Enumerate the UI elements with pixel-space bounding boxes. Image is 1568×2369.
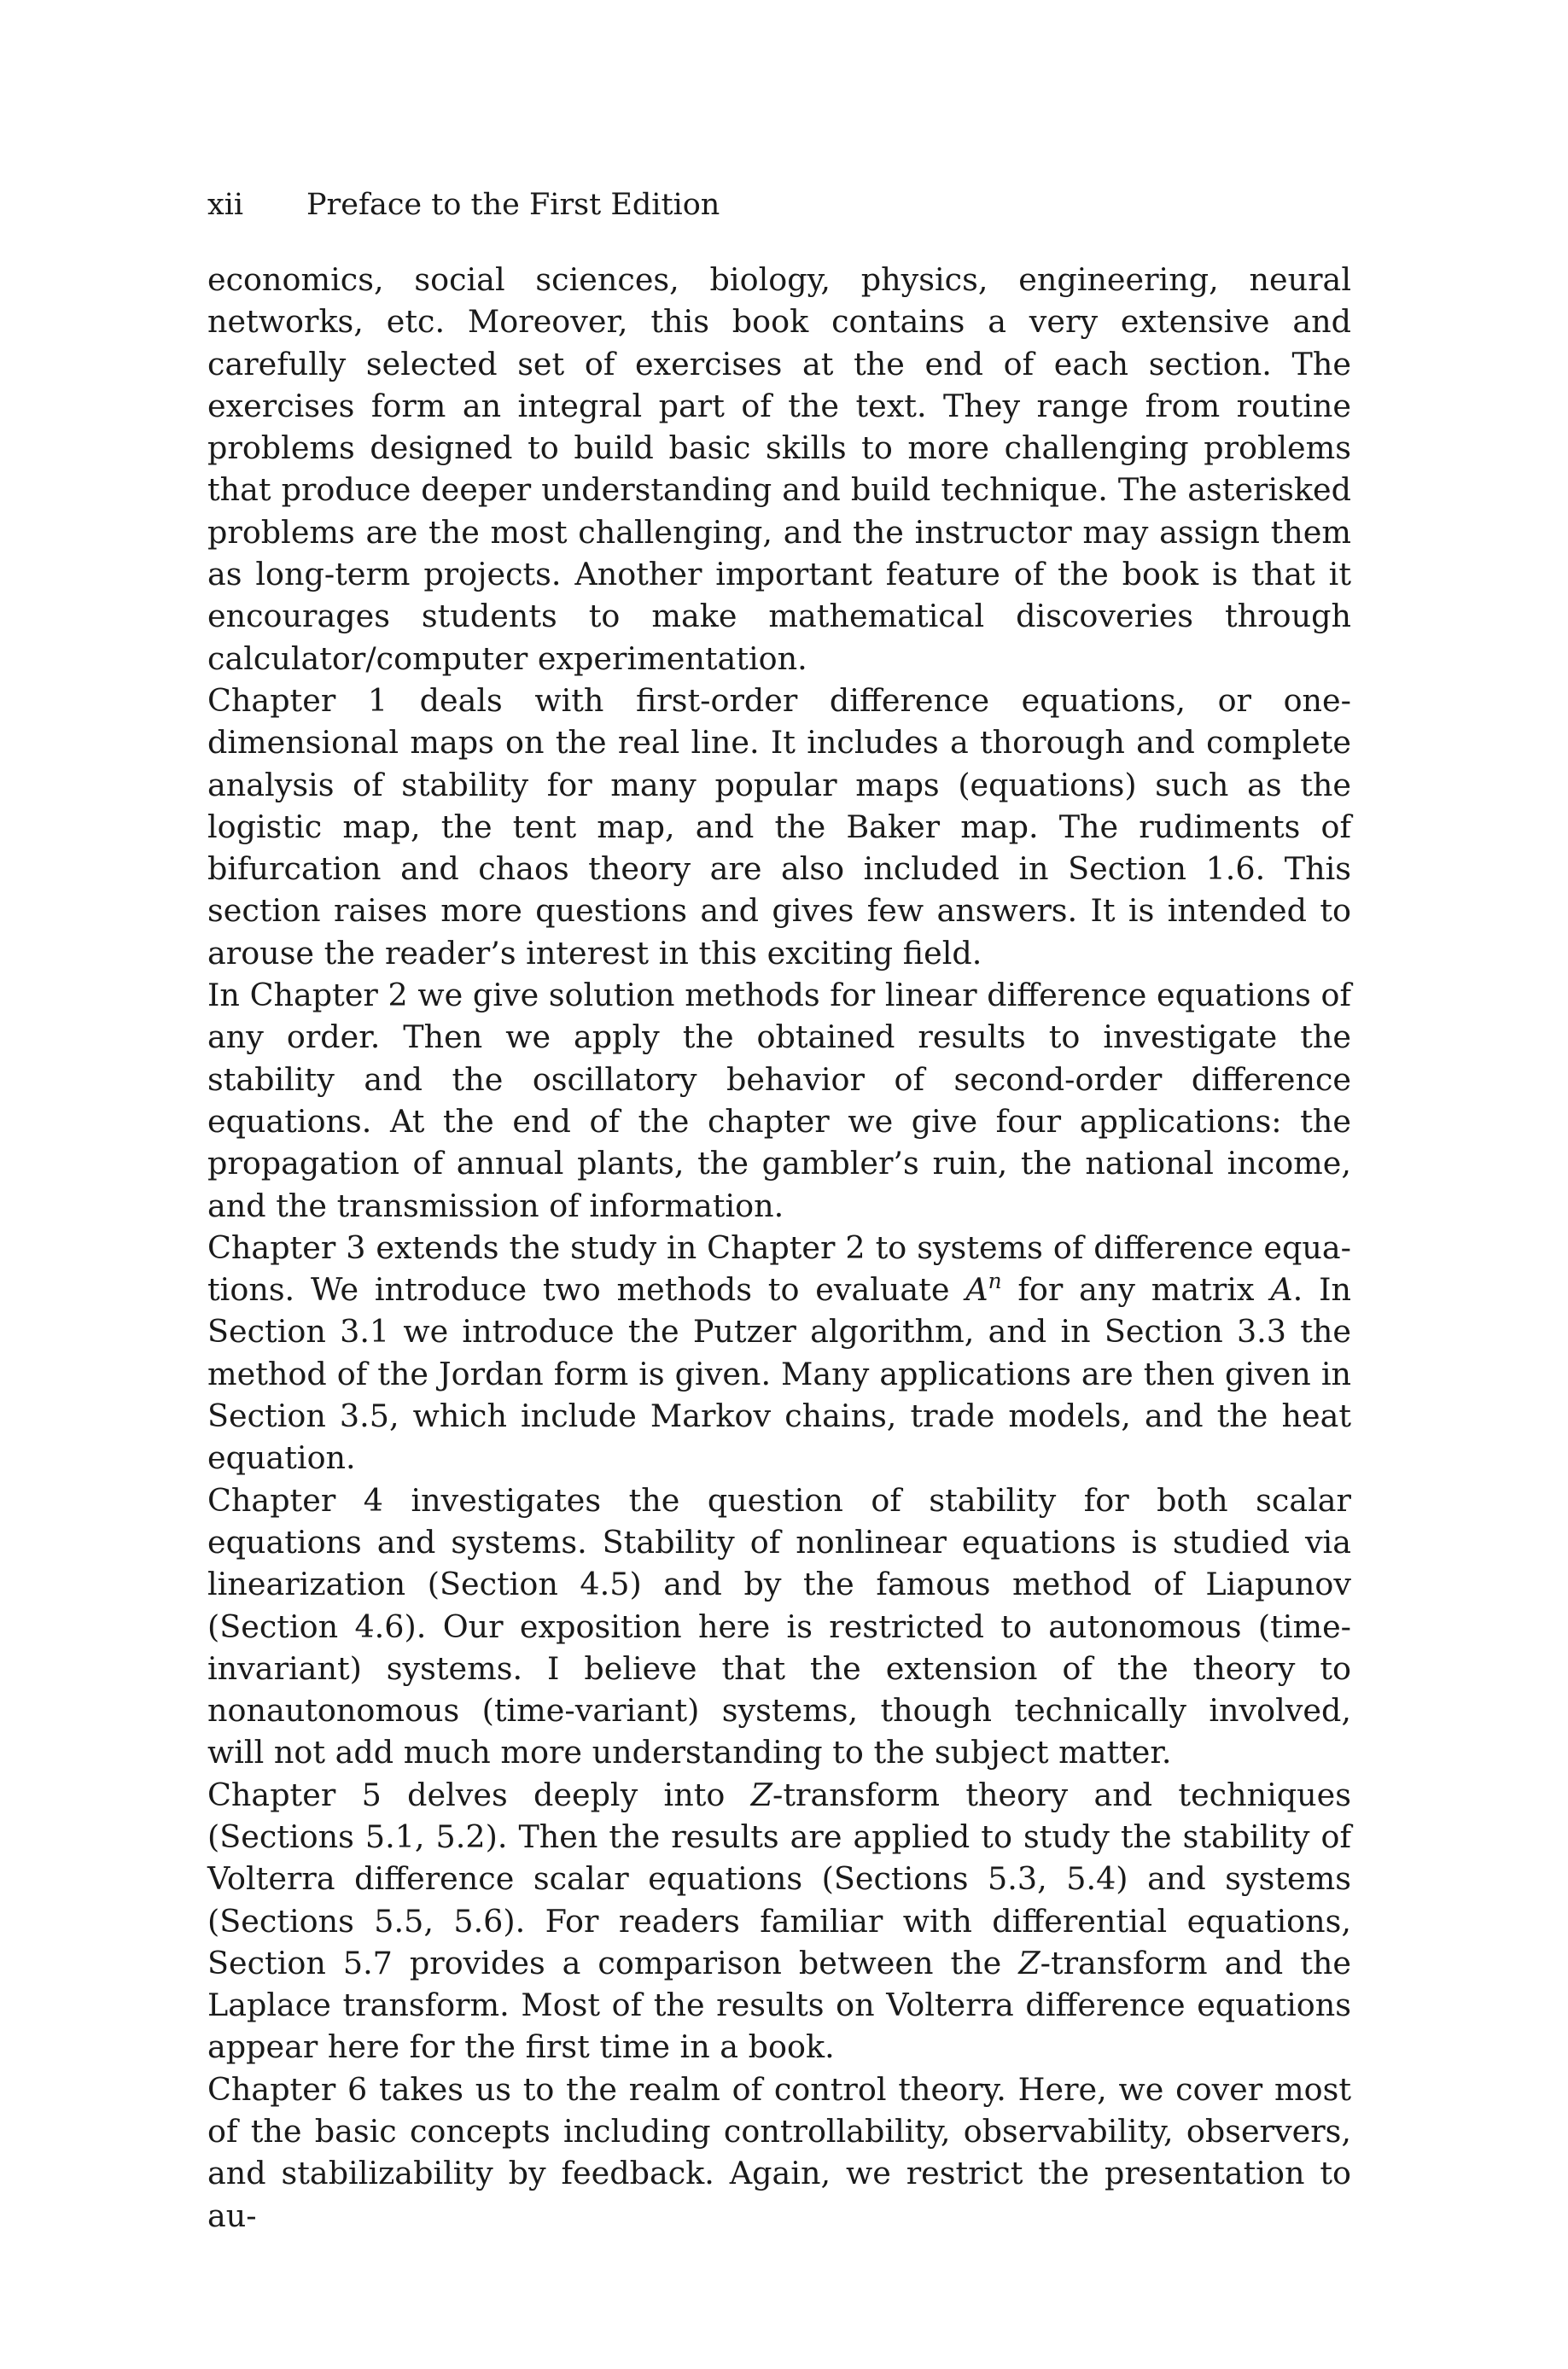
paragraph-chapter-5: Chapter 5 delves deeply into Z-transform theory and techniques (Sections 5.1, 5.2). Then the results are applied to study the stability of Volterra difference scalar equations (Sections 5.3, 5.4) and systems (Sections 5.5, 5.6). For readers familiar with differential equations, Section 5.7 provides a comparison between the Z-transform and the Laplace transform. Most of the results on Volterra difference equations appear here for the first time in a book. <box>207 1776 1352 2066</box>
paragraph-exercises: economics, social sciences, biology, physics, engineering, neural networks, etc. Moreover, this book contains a very extensive and carefully selected set of exercises at the end of each section. The exercises form an integral part of the text. They range from routine problems designed to build basic skills to more challenging problems that produce deeper understanding and build technique. The asterisked problems are the most challenging, and the instructor may assign them as long-term projects. Another important feature of the book is that it encourages students to make mathematical discoveries through calculator/computer experimentation. <box>207 261 1351 677</box>
paragraph-chapter-6: Chapter 6 takes us to the realm of control theory. Here, we cover most of the basic concepts including controllability, observability, observers, and stabilizability by feedback. Again, we restrict the presentation to au- <box>207 2070 1351 2234</box>
paragraph-chapter-2: In Chapter 2 we give solution methods for linear difference equations of any order. Then we apply the obtained results to investigate the stability and the oscillatory behavior of second-order difference equations. At the end of the chapter we give four applications: the propagation of annual plants, the gambler’s ruin, the national income, and the transmission of information. <box>207 977 1351 1224</box>
math-A: A <box>1270 1271 1293 1309</box>
page-number: xii <box>207 188 244 222</box>
body-text <box>207 259 1351 2237</box>
math-Z: Z <box>750 1776 773 1813</box>
running-title: Preface to the First Edition <box>306 188 720 222</box>
paragraph-chapter-4: Chapter 4 investigates the question of stability for both scalar equations and systems. Stability of nonlinear equations is studied via linearization (Section 4.5) and by the famous method of Liapunov (Section 4.6). Our exposition here is restricted to autonomous (time-invariant) systems. I believe that the extension of the theory to nonautonomous (time-variant) systems, though technically involved, will not add much more understanding to the subject matter. <box>207 1481 1351 1771</box>
math-A: A <box>965 1271 988 1309</box>
paragraph-chapter-1: Chapter 1 deals with first-order difference equations, or one-dimensional maps on the real line. It includes a thorough and complete analysis of stability for many popular maps (equations) such as the logistic map, the tent map, and the Baker map. The rudiments of bifurcation and chaos theory are also included in Section 1.6. This section raises more questions and gives few answers. It is intended to arouse the reader’s interest in this exciting field. <box>207 681 1351 972</box>
math-superscript-n: n <box>988 1269 1002 1294</box>
math-Z: Z <box>1018 1944 1040 1981</box>
running-head <box>207 186 720 224</box>
paragraph-chapter-3: Chapter 3 extends the study in Chapter 2 to systems of difference equations. We introduce two methods to evaluate $A^n$ for any matrix A. In Section 3.1 we introduce the Putzer algorithm, and in Section 3.3 the method of the Jordan form is given. Many applications are then given in Section 3.5, which include Markov chains, trade models, and the heat equation. <box>207 1228 1351 1477</box>
